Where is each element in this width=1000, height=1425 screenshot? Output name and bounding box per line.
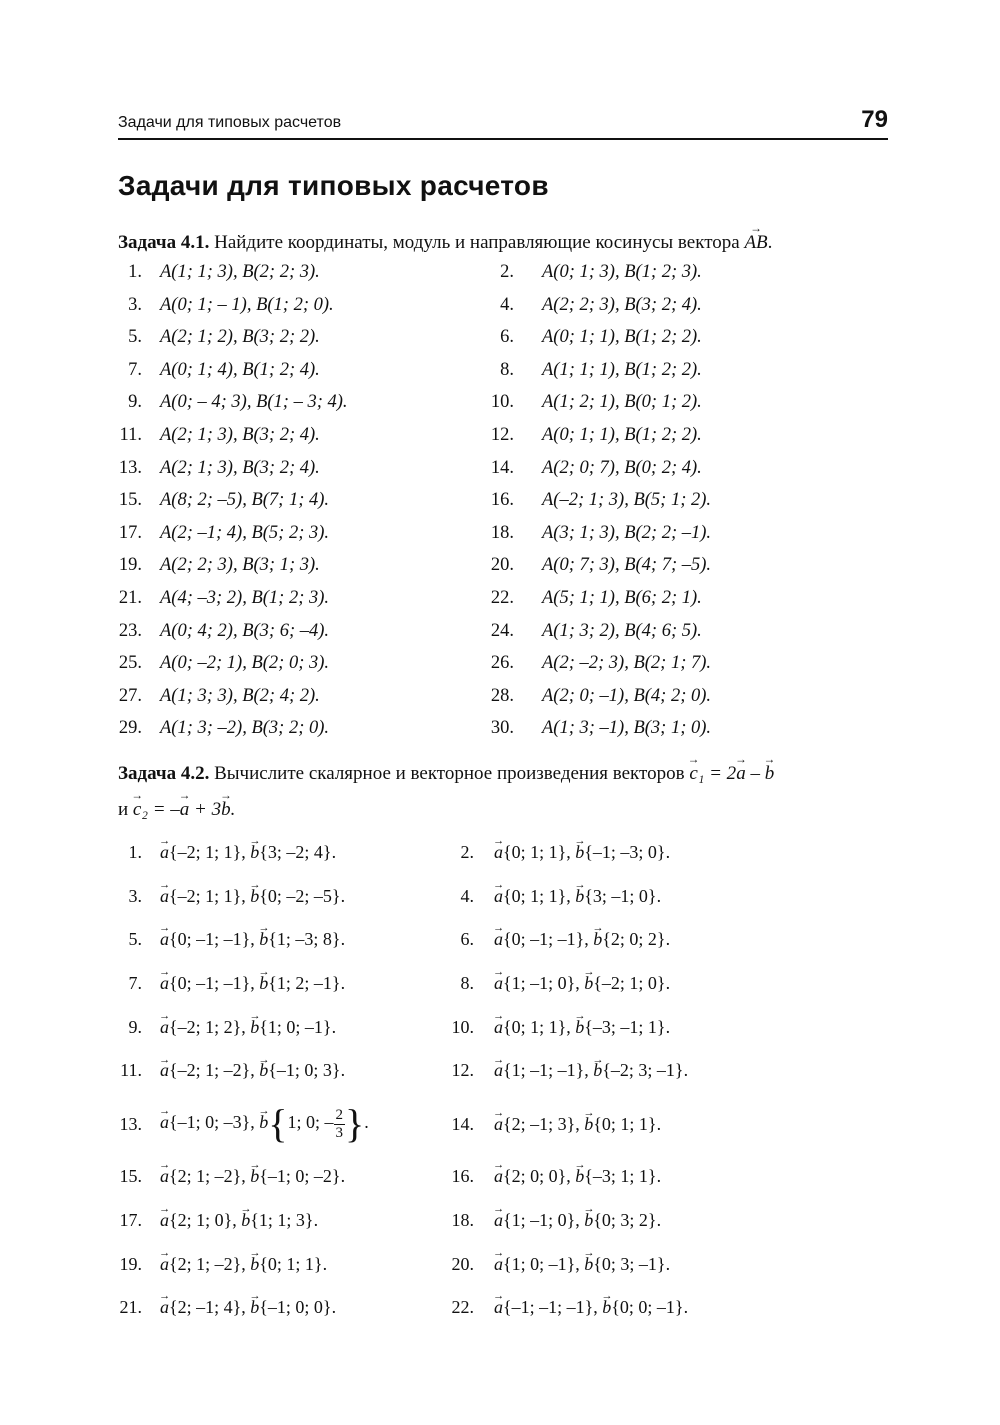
vector-a: a → bbox=[494, 1297, 503, 1318]
vector-a: a → bbox=[494, 1254, 503, 1275]
task-label: Задача 4.2. bbox=[118, 763, 210, 784]
brace-right: } bbox=[345, 1101, 365, 1147]
vector-a: a → bbox=[160, 1166, 169, 1187]
task-4-1-row bbox=[118, 588, 888, 621]
item-points: A(2; 1; 3), B(3; 2; 4). bbox=[160, 424, 320, 445]
vector-b-coords: {0; –2; –5}. bbox=[259, 885, 346, 906]
item-vectors bbox=[494, 1017, 670, 1038]
vector-b-coords: {–2; 3; –1}. bbox=[602, 1060, 689, 1081]
task-4-1-row bbox=[118, 686, 888, 719]
vector-a-coords: {2; 1; 0}, bbox=[169, 1209, 242, 1230]
item-vectors bbox=[160, 842, 336, 863]
vector-b: b → bbox=[250, 842, 259, 863]
item-vectors bbox=[494, 1254, 670, 1275]
task-end: . bbox=[767, 232, 773, 253]
item-vectors bbox=[494, 1060, 688, 1081]
item-vectors bbox=[494, 1166, 661, 1187]
item-number: 19. bbox=[118, 555, 142, 576]
task-4-1-row bbox=[118, 490, 888, 523]
item-points: A(0; –2; 1), B(2; 0; 3). bbox=[160, 653, 330, 674]
vector-b: b → bbox=[575, 842, 584, 863]
item-vectors bbox=[494, 1210, 661, 1231]
vector-a: a → bbox=[160, 1297, 169, 1318]
vector-b: b → bbox=[259, 929, 268, 950]
item-number: 12. bbox=[490, 424, 514, 445]
task-text: Вычислите скалярное и векторное произведения векторов bbox=[214, 763, 685, 784]
vector-a-coords: {2; 0; 0}, bbox=[503, 1166, 576, 1187]
item-points: A(–2; 1; 3), B(5; 1; 2). bbox=[542, 490, 712, 511]
item-number: 11. bbox=[119, 424, 142, 445]
task-4-2-statement bbox=[118, 756, 893, 828]
vector-a: a → bbox=[160, 973, 169, 994]
item-points: A(1; 1; 1), B(1; 2; 2). bbox=[542, 359, 702, 380]
item-number: 9. bbox=[128, 392, 142, 413]
task-4-1-row bbox=[118, 718, 888, 751]
task-4-1-row bbox=[118, 458, 888, 491]
vector-a-coords: {–1; –1; –1}, bbox=[503, 1297, 603, 1318]
vector-b: b → bbox=[259, 1112, 268, 1133]
item-number: 16. bbox=[451, 1166, 474, 1187]
item-number: 5. bbox=[128, 929, 142, 950]
vector-a-coords: {2; –1; 3}, bbox=[503, 1114, 585, 1135]
vector-a-coords: {1; 0; –1}, bbox=[503, 1253, 585, 1274]
vector-a: a → bbox=[494, 886, 503, 907]
item-number: 10. bbox=[490, 392, 514, 413]
vector-b: b → bbox=[584, 1210, 593, 1231]
vector-b-coords: {–1; 0; –2}. bbox=[259, 1166, 346, 1187]
task-4-1-row bbox=[118, 653, 888, 686]
item-number: 28. bbox=[490, 685, 514, 706]
item-vectors bbox=[160, 1254, 327, 1275]
item-points: A(0; 7; 3), B(4; 7; –5). bbox=[542, 555, 712, 576]
vector-b: b → bbox=[575, 1166, 584, 1187]
vector-a-coords: {2; 1; –2}, bbox=[169, 1166, 251, 1187]
item-number: 6. bbox=[460, 929, 474, 950]
vector-a: a → bbox=[494, 929, 503, 950]
vector-b-coords: {1; 2; –1}. bbox=[268, 973, 346, 994]
item-number: 11. bbox=[120, 1060, 142, 1081]
vector-a-coords: {0; 1; 1}, bbox=[503, 1016, 576, 1037]
item-end: . bbox=[364, 1112, 369, 1133]
item-number: 13. bbox=[119, 1114, 142, 1135]
vector-a: a → bbox=[494, 1114, 503, 1135]
task-4-1-row bbox=[118, 523, 888, 556]
vector-a-coords: {1; –1; –1}, bbox=[503, 1060, 594, 1081]
vector-a-coords: {0; 1; 1}, bbox=[503, 885, 576, 906]
vector-b-coords: {–1; –3; 0}. bbox=[584, 842, 671, 862]
vector-b: b → bbox=[250, 1297, 259, 1318]
item-vectors bbox=[160, 1166, 345, 1187]
vector-a-coords: {–2; 1; 2}, bbox=[169, 1016, 251, 1037]
vector-b: b → bbox=[575, 886, 584, 907]
task-4-1-row bbox=[118, 621, 888, 654]
item-points: A(3; 1; 3), B(2; 2; –1). bbox=[542, 522, 712, 543]
item-number: 20. bbox=[490, 555, 514, 576]
item-points: A(1; 3; 3), B(2; 4; 2). bbox=[160, 685, 320, 706]
vector-a: a → bbox=[494, 1060, 503, 1081]
item-vectors bbox=[494, 973, 670, 994]
vector-a: a → bbox=[160, 1060, 169, 1081]
item-points: A(2; 2; 3), B(3; 2; 4). bbox=[542, 294, 702, 315]
vector-a: a → bbox=[160, 842, 169, 863]
item-number: 25. bbox=[118, 653, 142, 674]
vector-b-coords: {1; 1; 3}. bbox=[250, 1209, 319, 1230]
item-points: A(1; 3; –1), B(3; 1; 0). bbox=[542, 718, 712, 739]
vector-b: b → bbox=[584, 973, 593, 994]
vector-b: b → bbox=[584, 1254, 593, 1275]
item-number: 17. bbox=[119, 1209, 142, 1230]
vector-b-coords: {–2; 1; 0}. bbox=[593, 973, 671, 994]
formula-c1-vec: a → bbox=[736, 756, 746, 792]
item-number: 3. bbox=[128, 294, 142, 315]
vector-b: b → bbox=[250, 1166, 259, 1187]
item-vectors bbox=[160, 973, 345, 994]
item-number: 4. bbox=[500, 294, 514, 315]
vector-b-coords: {1; –3; 8}. bbox=[268, 929, 346, 950]
vector-a: a → bbox=[494, 1210, 503, 1231]
item-points: A(0; 1; – 1), B(1; 2; 0). bbox=[160, 294, 334, 315]
fraction-denominator: 3 bbox=[335, 1124, 343, 1141]
vector-a: a → bbox=[494, 973, 503, 994]
vector-a-coords: {2; 1; –2}, bbox=[169, 1253, 251, 1274]
item-vectors bbox=[494, 1114, 661, 1135]
vector-a-coords: {2; –1; 4}, bbox=[169, 1297, 251, 1318]
item-number: 21. bbox=[118, 587, 142, 608]
vector-a-coords: {0; –1; –1}, bbox=[169, 973, 260, 994]
vector-a-coords: {1; –1; 0}, bbox=[503, 1209, 585, 1230]
item-number: 1. bbox=[128, 262, 142, 282]
item-number: 15. bbox=[118, 490, 142, 511]
page-header bbox=[118, 104, 888, 140]
item-points: A(4; –3; 2), B(1; 2; 3). bbox=[160, 587, 330, 608]
task-4-1-row bbox=[118, 295, 888, 328]
item-vectors bbox=[494, 842, 670, 863]
vector-b-coords: {0; 0; –1}. bbox=[611, 1297, 689, 1318]
page-number: 79 bbox=[861, 106, 888, 133]
conjunction: и bbox=[118, 799, 129, 821]
vector-b: b → bbox=[602, 1297, 611, 1318]
task-4-2-row bbox=[118, 1297, 888, 1341]
vector-b-coords: {–3; –1; 1}. bbox=[584, 1016, 671, 1037]
item-number: 3. bbox=[128, 885, 142, 906]
item-points: A(2; –1; 4), B(5; 2; 3). bbox=[160, 522, 330, 543]
item-points: A(8; 2; –5), B(7; 1; 4). bbox=[160, 490, 330, 511]
vector-b: b → bbox=[593, 1060, 602, 1081]
item-points: A(0; 1; 1), B(1; 2; 2). bbox=[542, 424, 702, 445]
item-number: 17. bbox=[118, 522, 142, 543]
vector-b-coords: {0; 1; 1}. bbox=[259, 1253, 328, 1274]
vector-b-coords: {0; 3; 2}. bbox=[593, 1209, 662, 1230]
section-title: Задачи для типовых расчетов bbox=[118, 170, 549, 201]
item-number: 14. bbox=[451, 1114, 474, 1135]
task-text: Найдите координаты, модуль и направляющие косинусы вектора bbox=[214, 232, 740, 253]
item-number: 10. bbox=[451, 1016, 474, 1037]
vector-a: a → bbox=[160, 1254, 169, 1275]
item-points: A(1; 3; 2), B(4; 6; 5). bbox=[542, 620, 702, 641]
item-number: 2. bbox=[460, 842, 474, 862]
item-points: A(0; 4; 2), B(3; 6; –4). bbox=[160, 620, 330, 641]
item-points: A(5; 1; 1), B(6; 2; 1). bbox=[542, 587, 702, 608]
vector-a-coords: {–2; 1; 1}, bbox=[169, 842, 251, 862]
vector-a: a → bbox=[160, 1210, 169, 1231]
vector-b-coords: {–1; 0; 3}. bbox=[268, 1060, 346, 1081]
vector-b: b → bbox=[241, 1210, 250, 1231]
item-number: 1. bbox=[128, 842, 142, 862]
item-number: 7. bbox=[128, 973, 142, 994]
task-4-1-row bbox=[118, 360, 888, 393]
vector-b-coords: {1; 0; –1}. bbox=[259, 1016, 337, 1037]
item-number: 27. bbox=[118, 685, 142, 706]
vector-a-coords: {0; –1; –1}, bbox=[503, 929, 594, 950]
vector-b-coords: {3; –1; 0}. bbox=[584, 885, 662, 906]
formula-c2-vec: a → bbox=[180, 792, 190, 828]
item-number: 9. bbox=[128, 1016, 142, 1037]
task-4-2-row bbox=[118, 1060, 888, 1104]
item-number: 21. bbox=[119, 1297, 142, 1318]
item-number: 22. bbox=[490, 587, 514, 608]
formula-c2-vec: b → bbox=[221, 792, 231, 828]
vector-b: b → bbox=[259, 973, 268, 994]
task-4-1-row bbox=[118, 555, 888, 588]
vector-b-coords: {0; 1; 1}. bbox=[593, 1114, 662, 1135]
task-4-1-row bbox=[118, 327, 888, 360]
vector-b: b → bbox=[575, 1017, 584, 1038]
item-number: 16. bbox=[490, 490, 514, 511]
item-number: 23. bbox=[118, 620, 142, 641]
item-points: A(0; 1; 3), B(1; 2; 3). bbox=[542, 262, 702, 282]
vector-b: b → bbox=[584, 1114, 593, 1135]
task-label: Задача 4.1. bbox=[118, 232, 210, 253]
formula-c1: c →₁ = 2a → – b → bbox=[689, 763, 774, 784]
task-4-2-row bbox=[118, 1101, 888, 1166]
vector-a-coords: {–2; 1; 1}, bbox=[169, 885, 251, 906]
task-4-1-row bbox=[118, 392, 888, 425]
item-points: A(2; 1; 2), B(3; 2; 2). bbox=[160, 327, 320, 348]
vector-a-coords: {–1; 0; –3}, bbox=[169, 1112, 260, 1133]
item-vectors bbox=[494, 1297, 688, 1318]
vector-b: b → bbox=[593, 929, 602, 950]
item-points: A(0; – 4; 3), B(1; – 3; 4). bbox=[160, 392, 348, 413]
vector-b-coords: {–1; 0; 0}. bbox=[259, 1297, 337, 1318]
task-4-1-row bbox=[118, 425, 888, 458]
item-number: 22. bbox=[451, 1297, 474, 1318]
vector-a-coords: {1; –1; 0}, bbox=[503, 973, 585, 994]
item-number: 7. bbox=[128, 359, 142, 380]
item-number: 29. bbox=[118, 718, 142, 739]
fraction bbox=[334, 1107, 346, 1141]
vector-a-coords: {0; 1; 1}, bbox=[503, 842, 576, 862]
item-number: 8. bbox=[500, 359, 514, 380]
item-points: A(1; 1; 3), B(2; 2; 3). bbox=[160, 262, 320, 282]
vector-a: a → bbox=[160, 1112, 169, 1133]
task-4-1-row bbox=[118, 262, 888, 295]
item-vectors bbox=[494, 886, 661, 907]
brace-left: { bbox=[268, 1101, 288, 1147]
fraction-numerator: 2 bbox=[335, 1107, 343, 1124]
item-number: 26. bbox=[490, 653, 514, 674]
vector-a: a → bbox=[160, 886, 169, 907]
vector-b-coords: {0; 3; –1}. bbox=[593, 1253, 671, 1274]
item-points: A(0; 1; 1), B(1; 2; 2). bbox=[542, 327, 702, 348]
item-vectors bbox=[160, 1297, 336, 1318]
item-points: A(2; 2; 3), B(3; 1; 3). bbox=[160, 555, 320, 576]
vector-ab: AB → bbox=[744, 226, 767, 259]
item-number: 13. bbox=[118, 457, 142, 478]
item-number: 12. bbox=[451, 1060, 474, 1081]
vector-b: b → bbox=[250, 1254, 259, 1275]
formula-c1-vec: c → bbox=[689, 756, 697, 792]
formula-c2: c →₂ = –a → + 3b →. bbox=[133, 799, 235, 820]
vector-b: b → bbox=[250, 886, 259, 907]
item-number: 8. bbox=[460, 973, 474, 994]
item-number: 20. bbox=[451, 1253, 474, 1274]
item-number: 30. bbox=[490, 718, 514, 739]
item-vectors bbox=[160, 1060, 345, 1081]
item-number: 18. bbox=[490, 522, 514, 543]
item-points: A(1; 3; –2), B(3; 2; 0). bbox=[160, 718, 330, 739]
item-vectors bbox=[160, 1210, 318, 1231]
vector-b-coords: 1; 0; – bbox=[287, 1112, 334, 1133]
running-title: Задачи для типовых расчетов bbox=[118, 114, 342, 131]
item-points: A(2; –2; 3), B(2; 1; 7). bbox=[542, 653, 712, 674]
vector-b-coords: {2; 0; 2}. bbox=[602, 929, 671, 950]
vector-a-coords: {–2; 1; –2}, bbox=[169, 1060, 260, 1081]
item-points: A(0; 1; 4), B(1; 2; 4). bbox=[160, 359, 320, 380]
item-number: 24. bbox=[490, 620, 514, 641]
item-vectors bbox=[160, 886, 345, 907]
vector-b: b → bbox=[250, 1017, 259, 1038]
item-number: 14. bbox=[490, 457, 514, 478]
item-vectors bbox=[160, 1101, 369, 1147]
item-number: 2. bbox=[500, 262, 514, 282]
vector-a: a → bbox=[494, 1017, 503, 1038]
vector-a: a → bbox=[160, 929, 169, 950]
item-vectors bbox=[160, 929, 345, 950]
item-points: A(2; 0; –1), B(4; 2; 0). bbox=[542, 685, 712, 706]
item-number: 4. bbox=[460, 885, 474, 906]
vector-b-coords: {3; –2; 4}. bbox=[259, 842, 337, 862]
item-points: A(2; 1; 3), B(3; 2; 4). bbox=[160, 457, 320, 478]
task-4-2-list bbox=[118, 842, 888, 1341]
item-points: A(2; 0; 7), B(0; 2; 4). bbox=[542, 457, 702, 478]
item-number: 19. bbox=[119, 1253, 142, 1274]
item-number: 18. bbox=[451, 1209, 474, 1230]
item-number: 5. bbox=[128, 327, 142, 348]
item-number: 6. bbox=[500, 327, 514, 348]
formula-c1-vec: b → bbox=[765, 756, 775, 792]
vector-b: b → bbox=[259, 1060, 268, 1081]
vector-a: a → bbox=[494, 842, 503, 863]
vector-b-coords: {–3; 1; 1}. bbox=[584, 1166, 662, 1187]
item-vectors bbox=[160, 1017, 336, 1038]
item-vectors bbox=[494, 929, 670, 950]
item-points: A(1; 2; 1), B(0; 1; 2). bbox=[542, 392, 702, 413]
vector-a: a → bbox=[160, 1017, 169, 1038]
item-number: 15. bbox=[119, 1166, 142, 1187]
vector-a-coords: {0; –1; –1}, bbox=[169, 929, 260, 950]
task-4-1-statement bbox=[118, 226, 893, 259]
task-4-1-list bbox=[118, 262, 888, 751]
vector-a: a → bbox=[494, 1166, 503, 1187]
formula-c2-vec: c → bbox=[133, 792, 141, 828]
